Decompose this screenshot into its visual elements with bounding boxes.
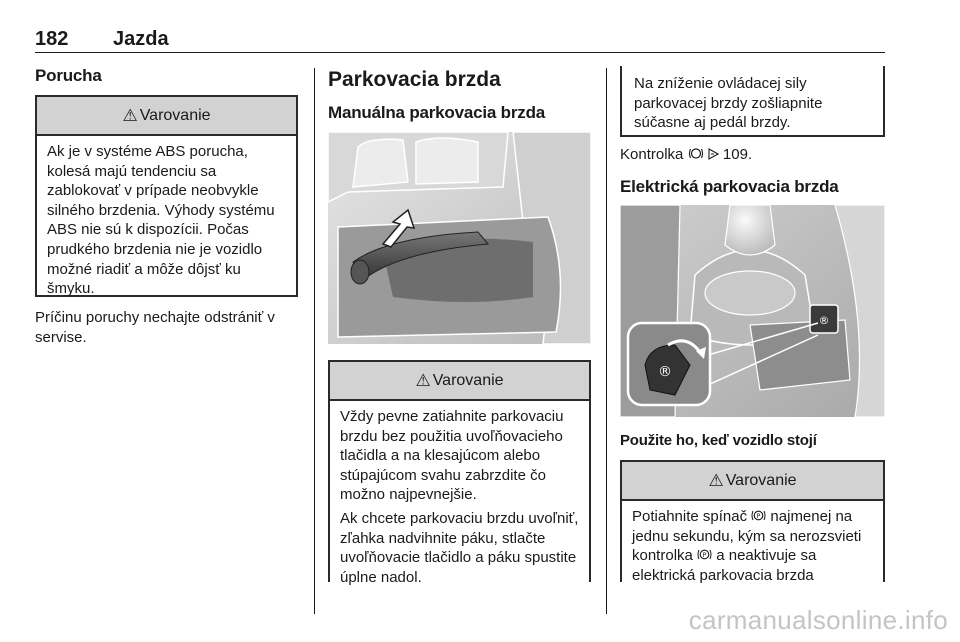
warning-body	[330, 401, 589, 587]
indicator-page-ref: 109.	[722, 146, 753, 163]
warning-body	[37, 136, 296, 299]
warning-label: Varovanie	[432, 371, 504, 389]
parking-indicator-icon	[697, 546, 712, 566]
warning-text-a: Potiahnite spínač	[632, 508, 748, 525]
warning-text-b: najmenej na jednu sekundu, kým sa nerozsvieti kontrolka	[632, 508, 862, 565]
warning-text-c: a neaktivuje sa elektrická parkovacia brzda	[632, 547, 817, 584]
indicator-reference	[620, 145, 885, 165]
warning-header	[37, 97, 296, 136]
warning-header	[330, 362, 589, 401]
warning-text-1: Vždy pevne zatiahnite parkovaciu brzdu bez použitia uvoľňovacieho tlačidla a na klesajúcom alebo stúpajúcom svahu zabrzdite čo možno najpevnejšie.	[340, 408, 564, 504]
page-number: 182	[35, 28, 69, 50]
page-header	[35, 28, 885, 53]
svg-text:P: P	[702, 551, 707, 560]
svg-text:®: ®	[658, 364, 672, 380]
section-title-porucha: Porucha	[35, 66, 102, 85]
watermark: carmanualsonline.info	[688, 605, 948, 635]
warning-text: Ak je v systéme ABS porucha, kolesá majú tendenciu sa zablokovať v prípade neobvykle silného brzdenia. Výhody systému ABS nie sú k dispozícii. Počas prudkého brzdenia nie je vozidlo možné riadiť a môže dôjsť ku šmyku.	[47, 143, 275, 298]
warning-text-2: Ak chcete parkovaciu brzdu uvoľniť, zľahka nadvihnite páku, stlačte uvoľňovacie tlačidlo a páku spustite úplne nadol.	[340, 509, 579, 586]
paragraph-service: Príčinu poruchy nechajte odstrániť v servise.	[35, 309, 275, 346]
page-reference-icon	[708, 145, 719, 165]
warning-body	[622, 501, 883, 585]
indicator-label: Kontrolka	[620, 146, 684, 163]
svg-text:®: ®	[818, 314, 830, 327]
warning-triangle-icon: ⚠	[415, 370, 431, 390]
subtitle-manual-brake: Manuálna parkovacia brzda	[328, 103, 546, 122]
electric-brake-illustration	[620, 205, 885, 417]
parking-switch-icon	[751, 507, 766, 527]
warning-box-manual-brake	[328, 360, 591, 586]
brake-indicator-icon	[688, 145, 704, 165]
warning-label: Varovanie	[725, 471, 797, 489]
warning-triangle-icon: ⚠	[122, 105, 138, 125]
warning-box-electric-brake	[620, 460, 885, 582]
manual-brake-illustration	[328, 132, 591, 344]
section-title-parking-brake: Parkovacia brzda	[328, 68, 501, 91]
warning-header	[622, 462, 883, 501]
subtitle-electric-brake: Elektrická parkovacia brzda	[620, 177, 839, 196]
column-divider-2	[606, 68, 607, 614]
svg-text:P: P	[756, 512, 761, 520]
warning-box-abs	[35, 95, 298, 297]
warning-triangle-icon: ⚠	[708, 470, 724, 490]
warning-label: Varovanie	[139, 106, 211, 124]
chapter-title: Jazda	[113, 28, 169, 50]
column-divider-1	[314, 68, 315, 614]
note-box-brake-pedal: Na zníženie ovládacej sily parkovacej brzdy zošliapnite súčasne aj pedál brzdy.	[620, 66, 885, 137]
subtitle-use-when-stationary: Použite ho, keď vozidlo stojí	[620, 432, 817, 449]
